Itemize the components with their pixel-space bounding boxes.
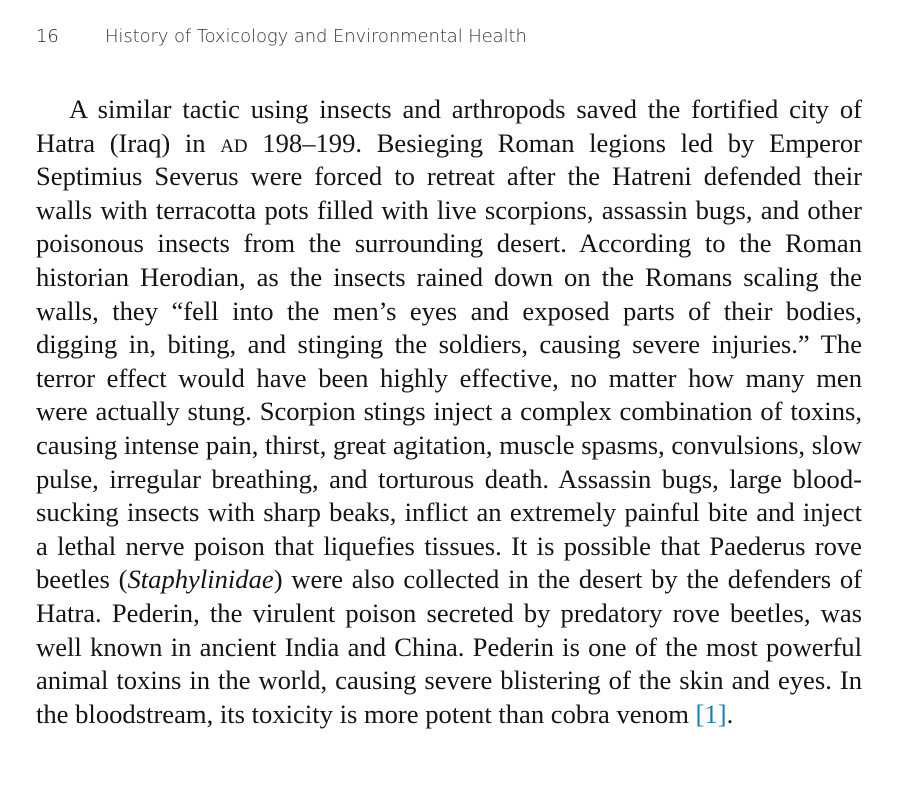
paragraph-text: 198–199. Besieging Roman legions led by Emperor Septimius Severus were forced to retreat after the Hatreni defended their walls with terracotta pots filled with live scorpions, assassin bugs, and other poisonous insects from the surrounding desert. According to the Roman historian Herodian, as the insects rained down on the Romans scaling the walls, they “fell into the men’s eyes and exposed parts of their bodies, digging in, biting, and stinging the soldiers, causing severe injuries.” The terror effect would have been highly effective, no matter how many men were actually stung. Scorpion stings inject a complex combination of toxins, causing intense pain, thirst, great agitation, muscle spasms, convulsions, slow pulse, irregular breathing, and torturous death. Assassin bugs, large blood-sucking insects with sharp beaks, inflict an extremely painful bite and inject a lethal nerve poison that liquefies tissues. It is possible that Paederus rove beetles ( [36, 127, 862, 595]
paragraph-text: ) were also collected in the desert by the defenders of Hatra. Pederin, the virulent poison secreted by predatory rove beetles, was well known in ancient India and China. Pederin is one of the most powerful animal toxins in the world, causing severe blistering of the skin and eyes. In the bloodstream, its toxicity is more potent than cobra venom [36, 564, 863, 729]
era-abbreviation: ad [220, 127, 248, 158]
citation-link[interactable]: [1] [695, 698, 727, 729]
body-paragraph [36, 93, 862, 731]
page-number: 16 [36, 26, 59, 47]
taxon-name: Staphylinidae [127, 564, 274, 595]
paragraph-text: . [726, 698, 734, 729]
running-title: History of Toxicology and Environmental Health [105, 26, 527, 47]
running-header [36, 26, 866, 52]
paragraph-text: A similar tactic using insects and arthropods saved the fortified city of Hatra (Iraq) in [36, 94, 862, 158]
